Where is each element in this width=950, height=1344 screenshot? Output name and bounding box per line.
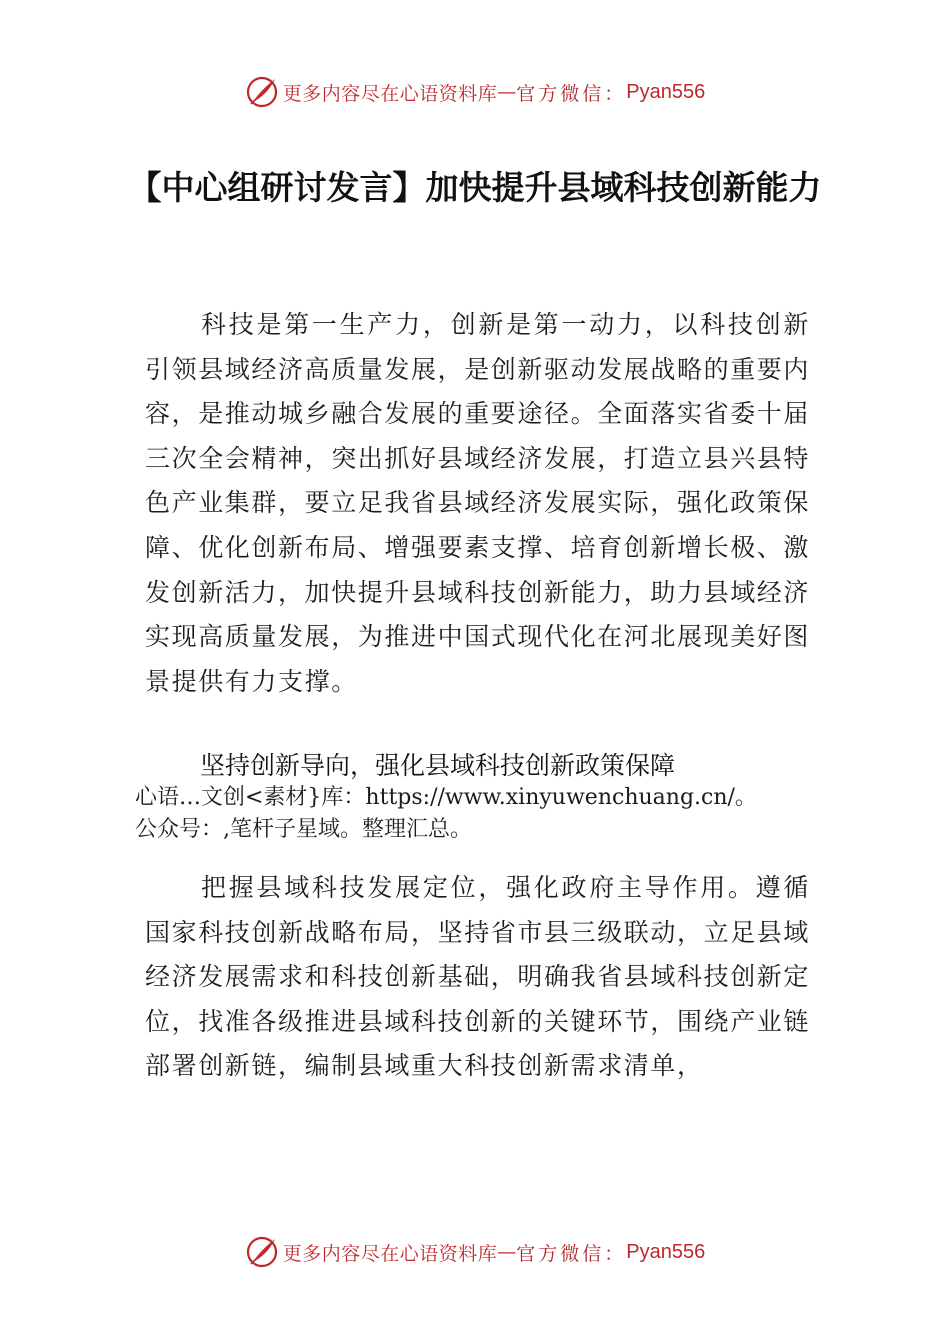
banner-separator: — (497, 81, 517, 103)
feather-quill-logo-icon (245, 75, 279, 109)
source-note-website: 心语…文创<素材}库：https://www.xinyuwenchuang.cn/。 (135, 785, 757, 810)
body-paragraph-2: 把握县域科技发展定位，强化政府主导作用。遵循国家科技创新战略布局，坚持省市县三级联动，立足县域经济发展需求和科技创新基础，明确我省县域科技创新定位，找准各级推进县域科技创新的关键环节，围绕产业链部署创新链，编制县域重大科技创新需求清单， (145, 873, 811, 1081)
banner-separator: — (497, 1241, 517, 1263)
feather-quill-logo-icon (245, 1235, 279, 1269)
banner-wechat-id: Pyan556 (626, 80, 706, 103)
banner-main-text: 更多内容尽在心语资料库 (282, 1242, 498, 1265)
header-banner (0, 72, 950, 112)
banner-official-label: 官方微信： (516, 1242, 627, 1265)
document-title: 【中心组研讨发言】加快提升县域科技创新能力 (128, 168, 822, 207)
footer-banner (0, 1232, 950, 1272)
source-note-account: 公众号：,笔杆子星域。整理汇总。 (135, 817, 472, 842)
section-heading: 坚持创新导向，强化县域科技创新政策保障 (200, 751, 676, 780)
body-paragraph-1: 科技是第一生产力，创新是第一动力，以科技创新引领县域经济高质量发展，是创新驱动发展战略的重要内容，是推动城乡融合发展的重要途径。全面落实省委十届三次全会精神，突出抓好县域经济发展，打造立县兴县特色产业集群，要立足我省县域经济发展实际，强化政策保障、优化创新布局、增强要素支撑、培育创新增长极、激发创新活力，加快提升县域科技创新能力，助力县域经济实现高质量发展，为推进中国式现代化在河北展现美好图景提供有力支撑。 (145, 310, 811, 696)
banner-official-label: 官方微信： (516, 82, 627, 105)
banner-main-text: 更多内容尽在心语资料库 (282, 82, 498, 105)
banner-wechat-id: Pyan556 (626, 1240, 706, 1263)
